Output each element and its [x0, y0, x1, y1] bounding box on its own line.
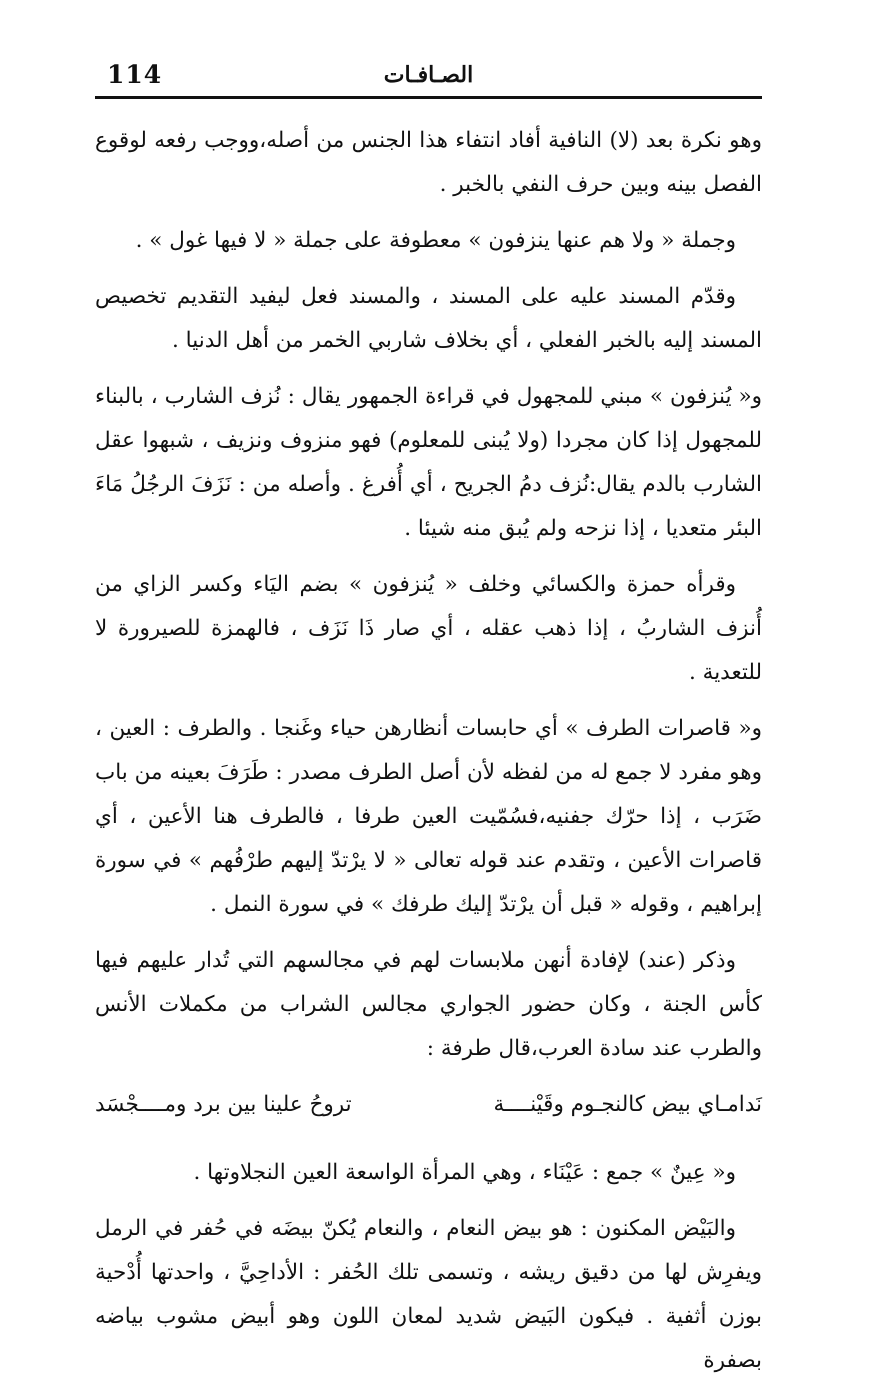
paragraph: وذكر (عند) لإفادة أنهن ملابسات لهم في مجالسهم التي تُدار عليهم فيها كأس الجنة ، وكان حضور الجواري مجالس الشراب من مكملات الأنس والطرب عند سادة العرب،قال طرفة : [95, 948, 762, 1061]
book-page [95, 58, 762, 1373]
poetry-second-hemistich: تروحُ علينا بين برد ومــــجْسَد [95, 1092, 352, 1117]
paragraph: وقرأه حمزة والكسائي وخلف « يُنزفون » بضم اليَاء وكسر الزاي من أُنزف الشاربُ ، إذا ذهب عقله ، أي صار ذَا نَزَف ، فالهمزة للصيرورة لا للتعدية . [95, 572, 762, 685]
paragraph: والبَيْض المكنون : هو بيض النعام ، والنعام يُكنّ بيضَه في حُفر في الرمل ويفرِش لها من دقيق ريشه ، وتسمى تلك الحُفر : الأداحِيَّ ، واحدتها أُدْحية بوزن أثفية . فيكون البَيض شديد لمعان اللون وهو أبيض مشوب بياضه بصفرة [95, 1216, 762, 1373]
paragraph: و« قاصرات الطرف » أي حابسات أنظارهن حياء وغَنجا . والطرف : العين ، وهو مفرد لا جمع له من لفظه لأن أصل الطرف مصدر : طَرَفَ بعينه من باب ضَرَب ، إذا حرّك جفنيه،فسُمّيت العين طرفا ، فالطرف هنا الأعين ، أي قاصرات الأعين ، وتقدم عند قوله تعالى « لا يرْتدّ إليهم طرْفُهم » في سورة إبراهيم ، وقوله « قبل أن يرْتدّ إليك طرفك » في سورة النمل . [95, 716, 762, 917]
page-body [95, 119, 762, 1383]
paragraph: و« عِينٌ » جمع : عَيْنَاء ، وهي المرأة الواسعة العين النجلاوتها . [193, 1160, 736, 1185]
paragraph: وجملة « ولا هم عنها ينزفون » معطوفة على جملة « لا فيها غول » . [135, 228, 736, 253]
poetry-verse [95, 1083, 762, 1127]
page-header [95, 58, 762, 99]
paragraph: و« يُنزفون » مبني للمجهول في قراءة الجمهور يقال : نُزف الشارب ، بالبناء للمجهول إذا كان مجردا (ولا يُبنى للمعلوم) فهو منزوف ونزيف ، شبهوا عقل الشارب بالدم يقال:نُزف دمُ الجريح ، أي أُفرغ . وأصله من : نَزَفَ الرجُلُ مَاءَ البئر متعديا ، إذا نزحه ولم يُبق منه شيئا . [95, 384, 762, 541]
paragraph: وهو نكرة بعد (لا) النافية أفاد انتفاء هذا الجنس من أصله،ووجب رفعه لوقوع الفصل بينه وبين حرف النفي بالخبر . [95, 128, 762, 197]
page-number: 114 [107, 60, 163, 89]
surah-title: الصـافـات [383, 62, 474, 88]
paragraph: وقدّم المسند عليه على المسند ، والمسند فعل ليفيد التقديم تخصيص المسند إليه بالخبر الفعلي ، أي بخلاف شاربي الخمر من أهل الدنيا . [95, 284, 762, 353]
poetry-first-hemistich: نَدامـاي بيض كالنجـوم وقَيْنــــة [493, 1092, 762, 1117]
